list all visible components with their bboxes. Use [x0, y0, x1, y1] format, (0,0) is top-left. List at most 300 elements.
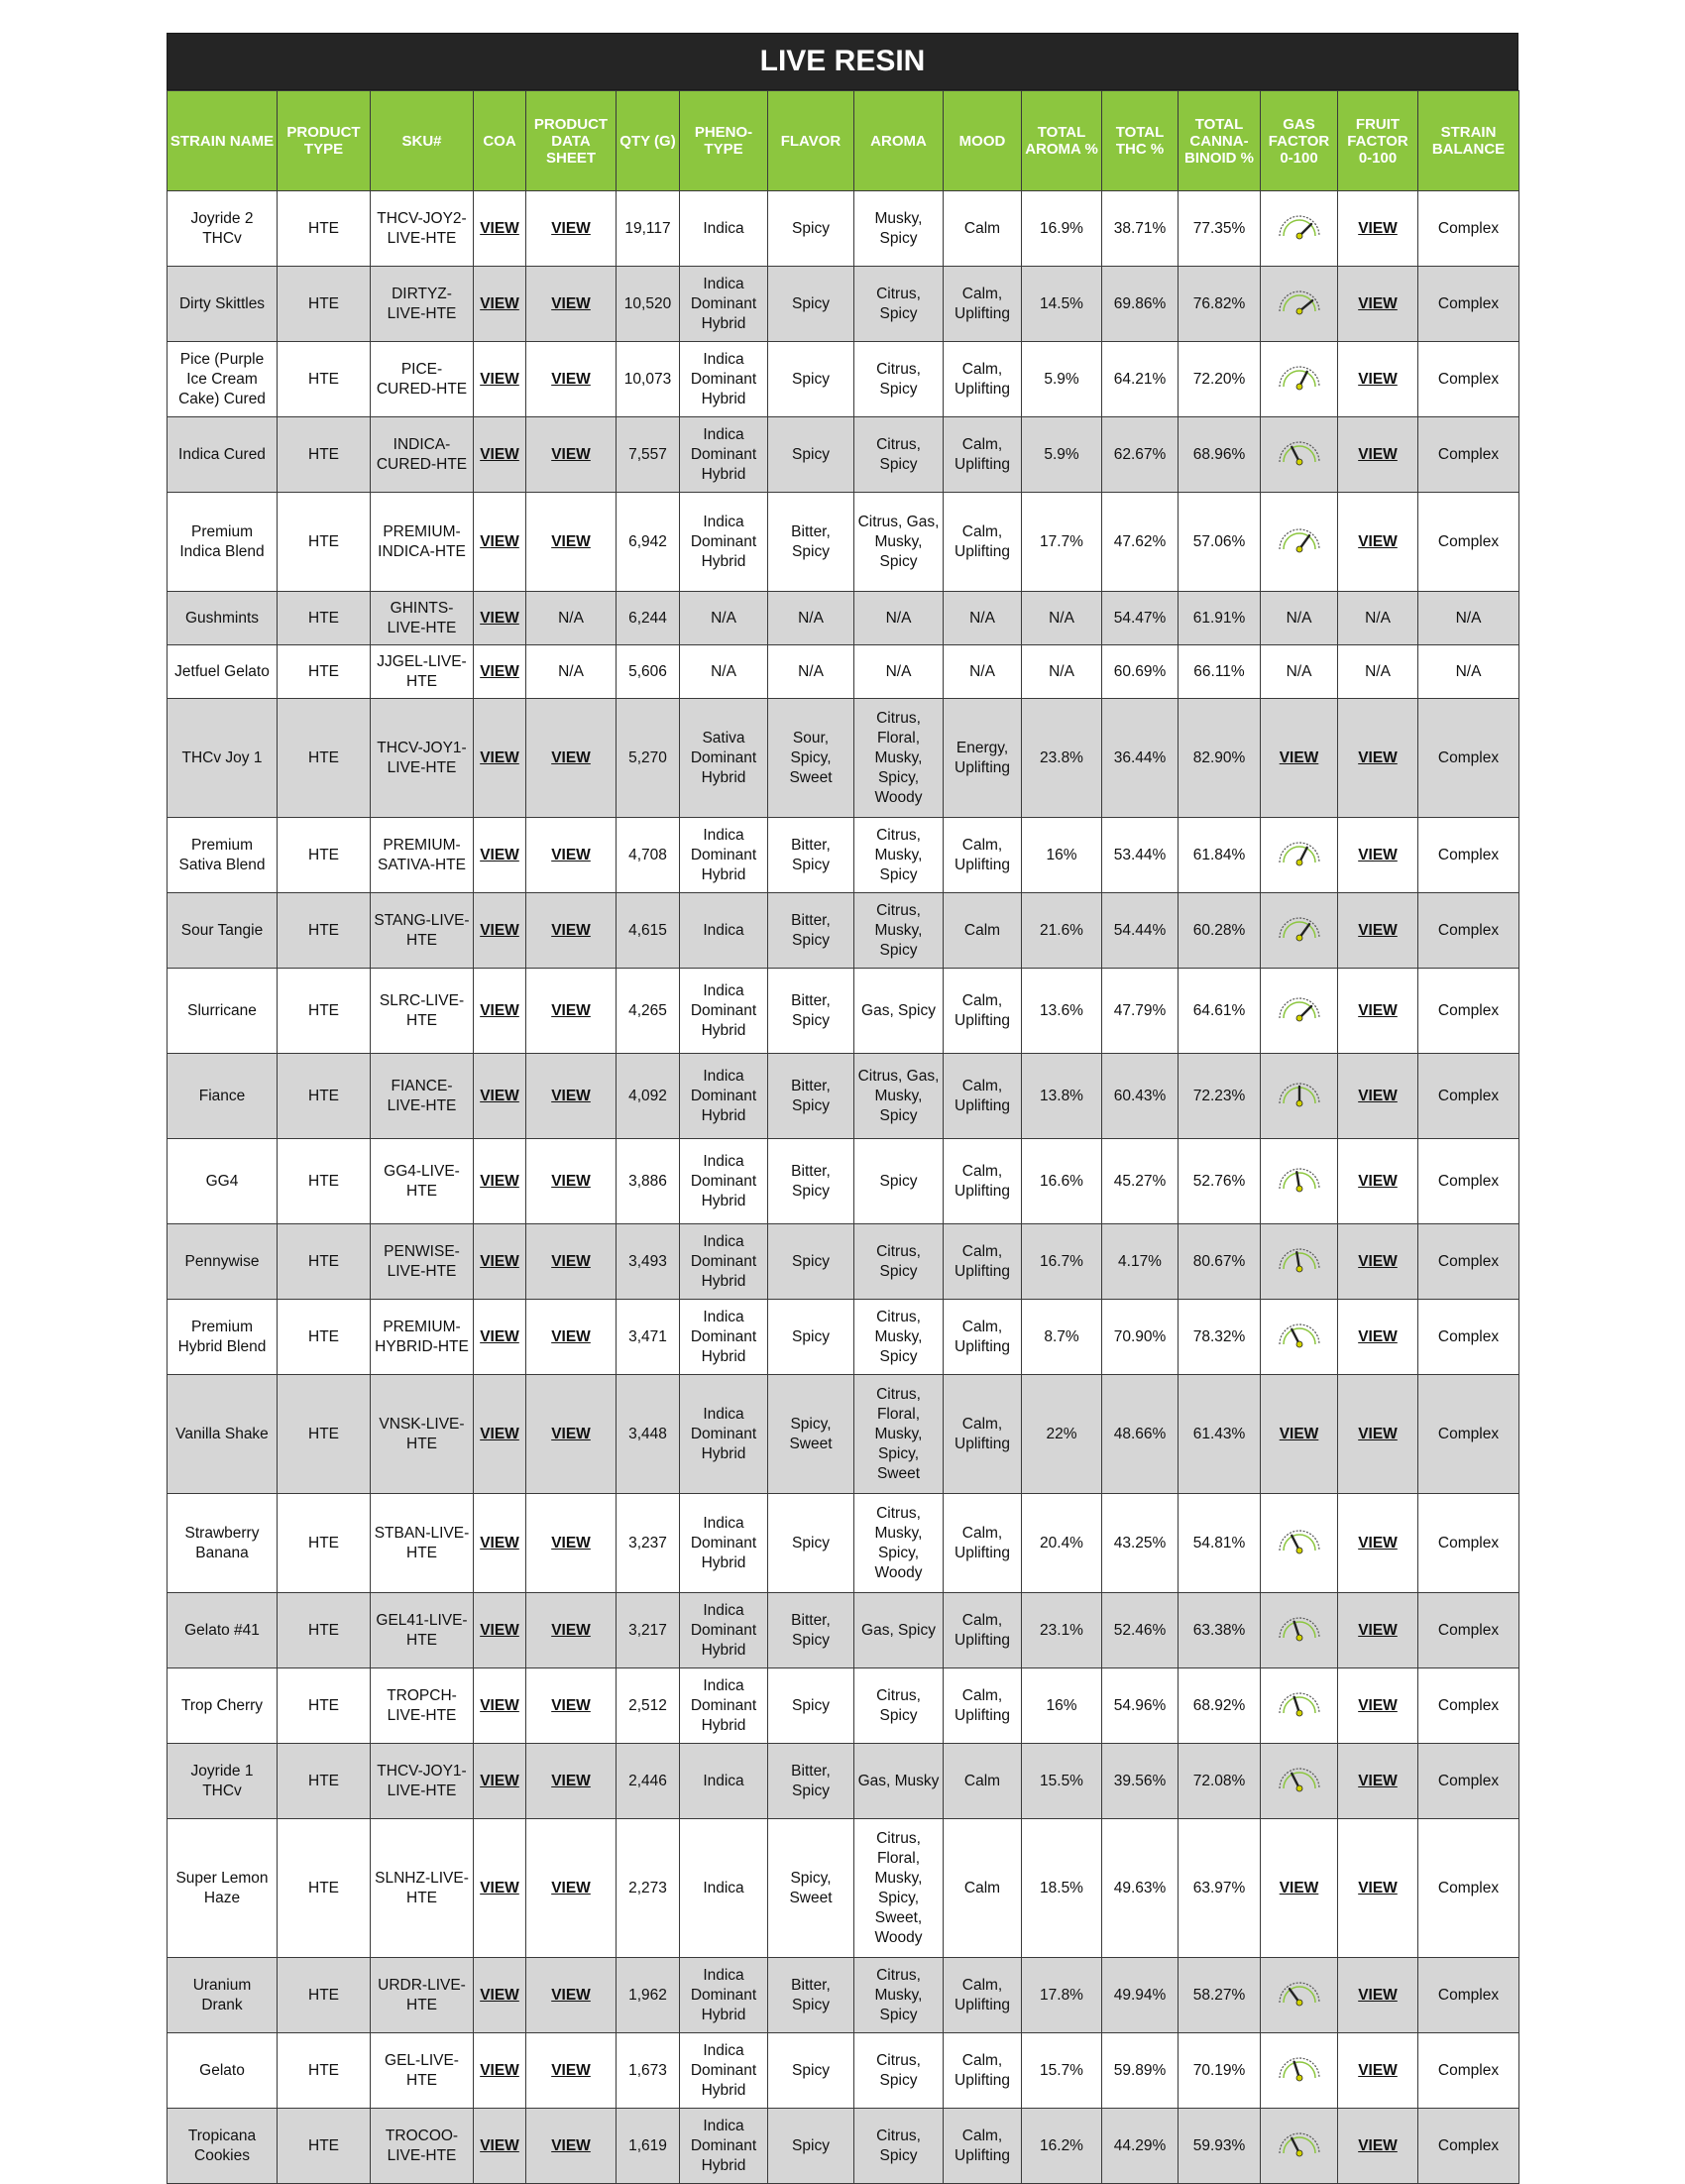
pds-link[interactable]: VIEW [551, 1986, 591, 2004]
strain-balance-cell: Complex [1418, 1054, 1519, 1139]
gauge-hub [1296, 1548, 1302, 1553]
fruit-factor-link[interactable]: VIEW [1358, 445, 1398, 463]
coa-link[interactable]: VIEW [480, 532, 519, 550]
coa-link[interactable]: VIEW [480, 1252, 519, 1270]
fruit-factor-cell [1338, 1819, 1418, 1958]
fruit-factor-link[interactable]: VIEW [1358, 1252, 1398, 1270]
mood-cell: Calm, Uplifting [944, 417, 1022, 493]
fruit-factor-link[interactable]: VIEW [1358, 1772, 1398, 1789]
pds-cell [526, 417, 617, 493]
product-type-cell: HTE [278, 1139, 371, 1224]
total-aroma-cell: 16.7% [1022, 1224, 1102, 1300]
total-cannabinoid-cell: 72.08% [1179, 1744, 1261, 1819]
strain-balance-cell: Complex [1418, 493, 1519, 592]
qty-cell: 2,446 [617, 1744, 680, 1819]
aroma-cell: Citrus, Spicy [854, 417, 944, 493]
gas-factor-cell [1261, 1494, 1338, 1593]
table-row [168, 969, 1519, 1054]
aroma-cell: Citrus, Musky, Spicy [854, 818, 944, 893]
total-thc-cell: 48.66% [1102, 1375, 1179, 1494]
table-row [168, 1958, 1519, 2033]
pds-link[interactable]: VIEW [551, 1252, 591, 1270]
fruit-factor-link[interactable]: VIEW [1358, 1621, 1398, 1639]
gas-gauge-icon [1275, 438, 1324, 472]
phenotype-cell: Indica Dominant Hybrid [680, 1668, 768, 1744]
total-thc-cell: 54.44% [1102, 893, 1179, 969]
pds-cell [526, 969, 617, 1054]
total-aroma-cell: 20.4% [1022, 1494, 1102, 1593]
table-row [168, 645, 1519, 699]
coa-link[interactable]: VIEW [480, 1327, 519, 1345]
pds-cell [526, 1744, 617, 1819]
coa-link[interactable]: VIEW [480, 219, 519, 237]
column-header-product-type: PRODUCT TYPE [278, 91, 371, 191]
total-aroma-cell: N/A [1022, 645, 1102, 699]
total-thc-cell: 44.29% [1102, 2109, 1179, 2184]
pds-link[interactable]: VIEW [551, 219, 591, 237]
gas-gauge-icon [1275, 994, 1324, 1028]
fruit-factor-cell [1338, 1958, 1418, 2033]
table-row [168, 417, 1519, 493]
gas-gauge-icon [1275, 1765, 1324, 1798]
gauge-hub [1296, 2150, 1302, 2156]
phenotype-cell: Indica Dominant Hybrid [680, 1593, 768, 1668]
pds-link[interactable]: VIEW [551, 1879, 591, 1897]
qty-cell: 7,557 [617, 417, 680, 493]
coa-link[interactable]: VIEW [480, 2136, 519, 2154]
pds-cell [526, 893, 617, 969]
coa-link[interactable]: VIEW [480, 1986, 519, 2004]
gauge-hub [1296, 1710, 1302, 1716]
total-thc-cell: 60.69% [1102, 645, 1179, 699]
strain-balance-cell: Complex [1418, 1494, 1519, 1593]
sku-cell: DIRTYZ-LIVE-HTE [371, 267, 474, 342]
product-type-cell: HTE [278, 592, 371, 645]
pds-link[interactable]: VIEW [551, 748, 591, 766]
qty-cell: 6,942 [617, 493, 680, 592]
phenotype-cell: Indica [680, 1819, 768, 1958]
flavor-cell: Spicy [768, 267, 854, 342]
fruit-factor-cell [1338, 893, 1418, 969]
column-header-aroma: AROMA [854, 91, 944, 191]
strain-balance-cell: N/A [1418, 645, 1519, 699]
sku-cell: SLNHZ-LIVE-HTE [371, 1819, 474, 1958]
pds-link[interactable]: VIEW [551, 2136, 591, 2154]
pds-cell [526, 267, 617, 342]
total-thc-cell: 54.47% [1102, 592, 1179, 645]
gas-factor-cell [1261, 1958, 1338, 2033]
product-type-cell: HTE [278, 267, 371, 342]
gas-factor-cell [1261, 969, 1338, 1054]
phenotype-cell: Indica Dominant Hybrid [680, 2033, 768, 2109]
strain-name-cell: Premium Indica Blend [168, 493, 278, 592]
table-row [168, 592, 1519, 645]
flavor-cell: Spicy [768, 191, 854, 267]
total-cannabinoid-cell: 77.35% [1179, 191, 1261, 267]
gas-factor-cell [1261, 1139, 1338, 1224]
total-aroma-cell: 21.6% [1022, 893, 1102, 969]
pds-cell [526, 2109, 617, 2184]
pds-link[interactable]: VIEW [551, 846, 591, 863]
aroma-cell: N/A [854, 592, 944, 645]
sku-cell: GG4-LIVE-HTE [371, 1139, 474, 1224]
aroma-cell: Citrus, Spicy [854, 2109, 944, 2184]
fruit-factor-link[interactable]: VIEW [1358, 1879, 1398, 1897]
coa-link[interactable]: VIEW [480, 294, 519, 312]
fruit-factor-link[interactable]: VIEW [1358, 1534, 1398, 1552]
phenotype-cell: Indica Dominant Hybrid [680, 493, 768, 592]
pds-cell: N/A [526, 645, 617, 699]
pds-link[interactable]: VIEW [551, 1172, 591, 1190]
strain-name-cell: Vanilla Shake [168, 1375, 278, 1494]
total-thc-cell: 36.44% [1102, 699, 1179, 818]
column-header-flavor: FLAVOR [768, 91, 854, 191]
total-thc-cell: 54.96% [1102, 1668, 1179, 1744]
coa-link[interactable]: VIEW [480, 370, 519, 388]
strain-name-cell: Gelato #41 [168, 1593, 278, 1668]
gas-factor-cell [1261, 893, 1338, 969]
total-aroma-cell: 5.9% [1022, 417, 1102, 493]
gas-factor-cell [1261, 1593, 1338, 1668]
fruit-factor-link[interactable]: VIEW [1358, 294, 1398, 312]
fruit-factor-cell [1338, 2109, 1418, 2184]
aroma-cell: Citrus, Musky, Spicy [854, 1958, 944, 2033]
gauge-hub [1296, 1015, 1302, 1021]
mood-cell: Calm, Uplifting [944, 1375, 1022, 1494]
gas-factor-cell [1261, 267, 1338, 342]
fruit-factor-link[interactable]: VIEW [1358, 219, 1398, 237]
coa-link[interactable]: VIEW [480, 662, 519, 680]
pds-link[interactable]: VIEW [551, 532, 591, 550]
gas-gauge-icon [1275, 1245, 1324, 1279]
sku-cell: PREMIUM-SATIVA-HTE [371, 818, 474, 893]
fruit-factor-cell [1338, 1224, 1418, 1300]
coa-cell [474, 2033, 526, 2109]
table-row [168, 699, 1519, 818]
coa-link[interactable]: VIEW [480, 1696, 519, 1714]
gauge-hub [1296, 1266, 1302, 1272]
table-row [168, 1300, 1519, 1375]
aroma-cell: Citrus, Spicy [854, 1224, 944, 1300]
pds-link[interactable]: VIEW [551, 1425, 591, 1442]
gauge-hub [1296, 459, 1302, 465]
gas-factor-cell [1261, 1744, 1338, 1819]
total-aroma-cell: 17.7% [1022, 493, 1102, 592]
flavor-cell: Spicy [768, 2033, 854, 2109]
fruit-factor-link[interactable]: VIEW [1358, 921, 1398, 939]
strain-balance-cell: Complex [1418, 818, 1519, 893]
total-aroma-cell: 5.9% [1022, 342, 1102, 417]
qty-cell: 3,237 [617, 1494, 680, 1593]
table-row [168, 1139, 1519, 1224]
total-thc-cell: 62.67% [1102, 417, 1179, 493]
pds-link[interactable]: VIEW [551, 1696, 591, 1714]
flavor-cell: Sour, Spicy, Sweet [768, 699, 854, 818]
flavor-cell: Bitter, Spicy [768, 818, 854, 893]
column-header-total-aroma: TOTAL AROMA % [1022, 91, 1102, 191]
fruit-factor-link[interactable]: VIEW [1358, 2136, 1398, 2154]
coa-link[interactable]: VIEW [480, 1172, 519, 1190]
fruit-factor-cell [1338, 1375, 1418, 1494]
product-type-cell: HTE [278, 191, 371, 267]
total-thc-cell: 69.86% [1102, 267, 1179, 342]
pds-link[interactable]: VIEW [551, 1087, 591, 1104]
total-cannabinoid-cell: 52.76% [1179, 1139, 1261, 1224]
pds-link[interactable]: VIEW [551, 1001, 591, 1019]
mood-cell: Calm [944, 191, 1022, 267]
gauge-hub [1296, 2000, 1302, 2006]
qty-cell: 3,217 [617, 1593, 680, 1668]
column-header-qty: QTY (G) [617, 91, 680, 191]
total-cannabinoid-cell: 64.61% [1179, 969, 1261, 1054]
flavor-cell: Bitter, Spicy [768, 1054, 854, 1139]
gas-gauge-icon [1275, 1689, 1324, 1723]
fruit-factor-cell [1338, 267, 1418, 342]
sku-cell: GEL-LIVE-HTE [371, 2033, 474, 2109]
total-cannabinoid-cell: 63.38% [1179, 1593, 1261, 1668]
fruit-factor-link[interactable]: VIEW [1358, 2061, 1398, 2079]
gas-factor-cell [1261, 818, 1338, 893]
total-cannabinoid-cell: 66.11% [1179, 645, 1261, 699]
fruit-factor-cell [1338, 2033, 1418, 2109]
sku-cell: GEL41-LIVE-HTE [371, 1593, 474, 1668]
fruit-factor-link[interactable]: VIEW [1358, 748, 1398, 766]
pds-cell [526, 493, 617, 592]
coa-link[interactable]: VIEW [480, 1534, 519, 1552]
total-aroma-cell: 8.7% [1022, 1300, 1102, 1375]
coa-cell [474, 1668, 526, 1744]
fruit-factor-link[interactable]: VIEW [1358, 532, 1398, 550]
table-row [168, 1668, 1519, 1744]
fruit-factor-link[interactable]: VIEW [1358, 1327, 1398, 1345]
coa-link[interactable]: VIEW [480, 846, 519, 863]
aroma-cell: Citrus, Musky, Spicy [854, 893, 944, 969]
total-cannabinoid-cell: 76.82% [1179, 267, 1261, 342]
coa-cell [474, 1054, 526, 1139]
pds-link[interactable]: VIEW [551, 445, 591, 463]
column-header-gas-factor: GAS FACTOR 0-100 [1261, 91, 1338, 191]
total-aroma-cell: 22% [1022, 1375, 1102, 1494]
product-type-cell: HTE [278, 969, 371, 1054]
coa-cell [474, 267, 526, 342]
strain-name-cell: Pice (Purple Ice Cream Cake) Cured [168, 342, 278, 417]
pds-cell [526, 818, 617, 893]
table-row [168, 818, 1519, 893]
strain-balance-cell: Complex [1418, 417, 1519, 493]
column-header-product-data-sheet: PRODUCT DATA SHEET [526, 91, 617, 191]
pds-cell [526, 1494, 617, 1593]
pds-cell [526, 2033, 617, 2109]
coa-cell [474, 1744, 526, 1819]
fruit-factor-link[interactable]: VIEW [1358, 1986, 1398, 2004]
gas-factor-cell: N/A [1261, 592, 1338, 645]
pds-link[interactable]: VIEW [551, 1534, 591, 1552]
coa-link[interactable]: VIEW [480, 1087, 519, 1104]
phenotype-cell: Indica Dominant Hybrid [680, 1494, 768, 1593]
qty-cell: 3,471 [617, 1300, 680, 1375]
fruit-factor-link[interactable]: VIEW [1358, 1172, 1398, 1190]
gas-factor-link[interactable]: VIEW [1279, 748, 1319, 766]
strain-name-cell: Tropicana Cookies [168, 2109, 278, 2184]
mood-cell: Calm, Uplifting [944, 267, 1022, 342]
coa-cell [474, 1375, 526, 1494]
fruit-factor-link[interactable]: VIEW [1358, 1001, 1398, 1019]
total-thc-cell: 49.63% [1102, 1819, 1179, 1958]
sku-cell: PICE-CURED-HTE [371, 342, 474, 417]
strain-balance-cell: Complex [1418, 699, 1519, 818]
pds-link[interactable]: VIEW [551, 1327, 591, 1345]
coa-cell [474, 1593, 526, 1668]
total-aroma-cell: N/A [1022, 592, 1102, 645]
total-thc-cell: 47.62% [1102, 493, 1179, 592]
fruit-factor-link[interactable]: VIEW [1358, 370, 1398, 388]
pds-link[interactable]: VIEW [551, 1772, 591, 1789]
coa-link[interactable]: VIEW [480, 748, 519, 766]
coa-cell [474, 1958, 526, 2033]
sku-cell: PREMIUM-INDICA-HTE [371, 493, 474, 592]
gas-factor-cell [1261, 699, 1338, 818]
sku-cell: GHINTS-LIVE-HTE [371, 592, 474, 645]
gas-factor-cell [1261, 191, 1338, 267]
product-type-cell: HTE [278, 1494, 371, 1593]
phenotype-cell: Sativa Dominant Hybrid [680, 699, 768, 818]
pds-cell [526, 342, 617, 417]
flavor-cell: Spicy [768, 1300, 854, 1375]
strain-balance-cell: Complex [1418, 267, 1519, 342]
total-thc-cell: 64.21% [1102, 342, 1179, 417]
strain-balance-cell: Complex [1418, 1819, 1519, 1958]
qty-cell: 4,615 [617, 893, 680, 969]
flavor-cell: N/A [768, 592, 854, 645]
table-row [168, 2109, 1519, 2184]
fruit-factor-link[interactable]: VIEW [1358, 846, 1398, 863]
strain-name-cell: Fiance [168, 1054, 278, 1139]
total-thc-cell: 4.17% [1102, 1224, 1179, 1300]
pds-link[interactable]: VIEW [551, 370, 591, 388]
total-cannabinoid-cell: 68.92% [1179, 1668, 1261, 1744]
mood-cell: Calm, Uplifting [944, 2109, 1022, 2184]
product-type-cell: HTE [278, 699, 371, 818]
strain-name-cell: Super Lemon Haze [168, 1819, 278, 1958]
fruit-factor-link[interactable]: VIEW [1358, 1696, 1398, 1714]
strain-name-cell: THCv Joy 1 [168, 699, 278, 818]
gas-factor-cell [1261, 417, 1338, 493]
total-cannabinoid-cell: 78.32% [1179, 1300, 1261, 1375]
gas-gauge-icon [1275, 1979, 1324, 2012]
fruit-factor-cell [1338, 1593, 1418, 1668]
fruit-factor-link[interactable]: VIEW [1358, 1425, 1398, 1442]
sku-cell: TROPCH-LIVE-HTE [371, 1668, 474, 1744]
pds-link[interactable]: VIEW [551, 294, 591, 312]
phenotype-cell: Indica Dominant Hybrid [680, 818, 768, 893]
gas-factor-link[interactable]: VIEW [1279, 1879, 1319, 1897]
mood-cell: Calm [944, 893, 1022, 969]
table-row [168, 1494, 1519, 1593]
sku-cell: PREMIUM-HYBRID-HTE [371, 1300, 474, 1375]
coa-link[interactable]: VIEW [480, 1772, 519, 1789]
fruit-factor-link[interactable]: VIEW [1358, 1087, 1398, 1104]
strain-name-cell: Slurricane [168, 969, 278, 1054]
total-cannabinoid-cell: 80.67% [1179, 1224, 1261, 1300]
total-thc-cell: 45.27% [1102, 1139, 1179, 1224]
strain-name-cell: Strawberry Banana [168, 1494, 278, 1593]
sku-cell: VNSK-LIVE-HTE [371, 1375, 474, 1494]
qty-cell: 5,270 [617, 699, 680, 818]
table-row [168, 1744, 1519, 1819]
mood-cell: Calm, Uplifting [944, 1593, 1022, 1668]
strain-balance-cell: Complex [1418, 1744, 1519, 1819]
fruit-factor-cell [1338, 699, 1418, 818]
flavor-cell: Spicy, Sweet [768, 1375, 854, 1494]
flavor-cell: Spicy, Sweet [768, 1819, 854, 1958]
phenotype-cell: Indica Dominant Hybrid [680, 342, 768, 417]
pds-link[interactable]: VIEW [551, 1621, 591, 1639]
mood-cell: Calm, Uplifting [944, 1300, 1022, 1375]
coa-link[interactable]: VIEW [480, 1879, 519, 1897]
coa-cell [474, 1819, 526, 1958]
gas-gauge-icon [1275, 2054, 1324, 2088]
gas-factor-link[interactable]: VIEW [1279, 1425, 1319, 1442]
mood-cell: Calm, Uplifting [944, 1494, 1022, 1593]
flavor-cell: Spicy [768, 2109, 854, 2184]
column-header-strain-name: STRAIN NAME [168, 91, 278, 191]
table-row [168, 1054, 1519, 1139]
pds-link[interactable]: VIEW [551, 921, 591, 939]
gauge-hub [1296, 1341, 1302, 1347]
pds-cell [526, 1958, 617, 2033]
total-cannabinoid-cell: 68.96% [1179, 417, 1261, 493]
pds-link[interactable]: VIEW [551, 2061, 591, 2079]
coa-link[interactable]: VIEW [480, 1001, 519, 1019]
coa-link[interactable]: VIEW [480, 609, 519, 627]
flavor-cell: Bitter, Spicy [768, 1139, 854, 1224]
gas-gauge-icon [1275, 212, 1324, 246]
strain-name-cell: Jetfuel Gelato [168, 645, 278, 699]
total-aroma-cell: 18.5% [1022, 1819, 1102, 1958]
flavor-cell: Spicy [768, 1494, 854, 1593]
aroma-cell: Citrus, Floral, Musky, Spicy, Sweet [854, 1375, 944, 1494]
strain-balance-cell: N/A [1418, 592, 1519, 645]
coa-cell [474, 592, 526, 645]
flavor-cell: Spicy [768, 1668, 854, 1744]
aroma-cell: Spicy [854, 1139, 944, 1224]
strain-name-cell: Joyride 2 THCv [168, 191, 278, 267]
coa-cell [474, 2109, 526, 2184]
total-aroma-cell: 16% [1022, 818, 1102, 893]
gauge-hub [1296, 1785, 1302, 1791]
coa-cell [474, 699, 526, 818]
flavor-cell: Bitter, Spicy [768, 893, 854, 969]
coa-link[interactable]: VIEW [480, 1621, 519, 1639]
coa-link[interactable]: VIEW [480, 445, 519, 463]
product-type-cell: HTE [278, 1300, 371, 1375]
gas-factor-cell [1261, 342, 1338, 417]
flavor-cell: Bitter, Spicy [768, 1958, 854, 2033]
gauge-hub [1296, 1635, 1302, 1641]
gas-factor-cell [1261, 1668, 1338, 1744]
table-row [168, 1375, 1519, 1494]
coa-link[interactable]: VIEW [480, 921, 519, 939]
phenotype-cell: Indica Dominant Hybrid [680, 969, 768, 1054]
product-type-cell: HTE [278, 818, 371, 893]
total-cannabinoid-cell: 72.23% [1179, 1054, 1261, 1139]
strain-balance-cell: Complex [1418, 1375, 1519, 1494]
phenotype-cell: Indica Dominant Hybrid [680, 1375, 768, 1494]
coa-link[interactable]: VIEW [480, 2061, 519, 2079]
sku-cell: THCV-JOY1-LIVE-HTE [371, 1744, 474, 1819]
coa-link[interactable]: VIEW [480, 1425, 519, 1442]
product-type-cell: HTE [278, 2033, 371, 2109]
